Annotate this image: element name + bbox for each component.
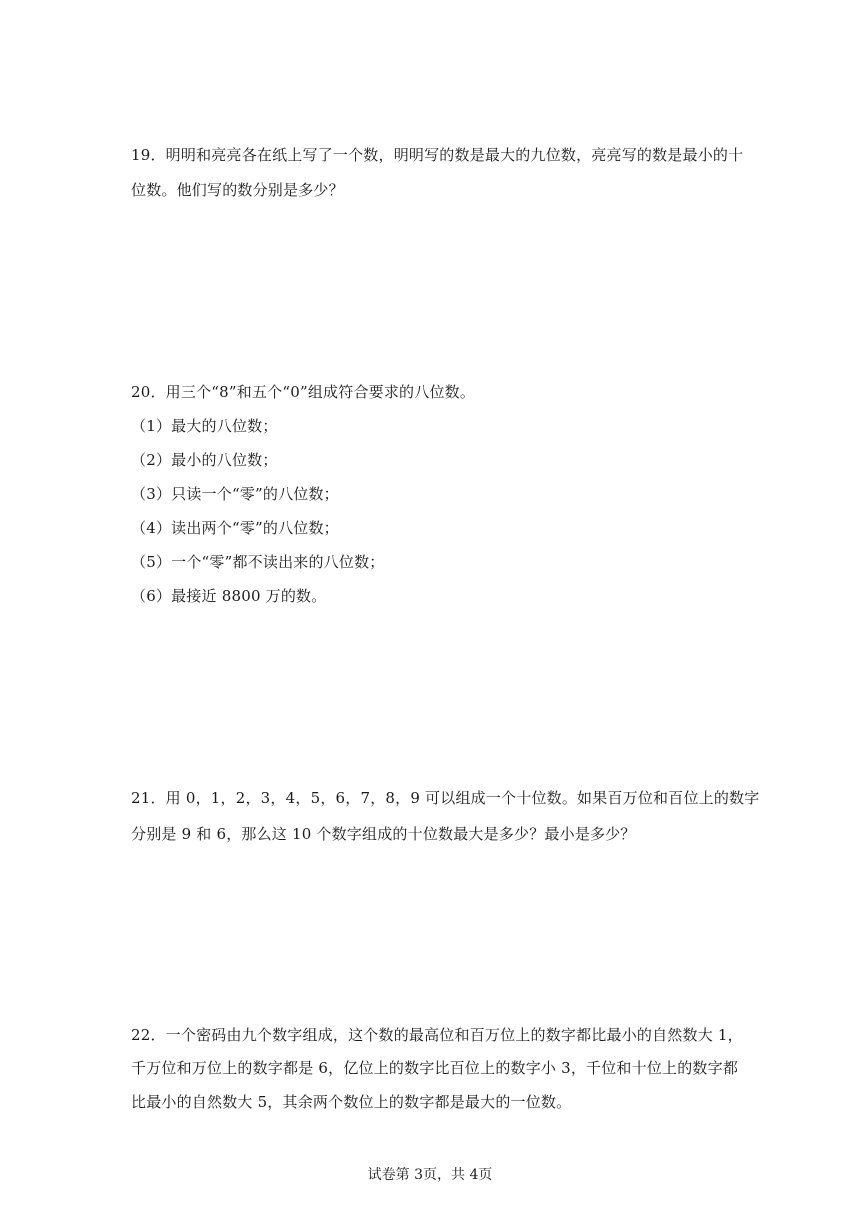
question-20-part-1: （1）最大的八位数；	[131, 417, 278, 435]
question-22-line-2: 千万位和万位上的数字都是 6，亿位上的数字比百位上的数字小 3，千位和十位上的数字都	[131, 1059, 739, 1077]
question-20-part-2: （2）最小的八位数；	[131, 451, 278, 469]
question-20-part-4: （4）读出两个“零”的八位数；	[131, 519, 339, 537]
question-22-line-1: 22．一个密码由九个数字组成，这个数的最高位和百万位上的数字都比最小的自然数大 1，	[131, 1026, 743, 1044]
question-20-part-6: （6）最接近 8800 万的数。	[131, 587, 327, 605]
page-footer: 试卷第 3页，共 4页	[367, 1167, 493, 1183]
question-21-line-2: 分别是 9 和 6，那么这 10 个数字组成的十位数最大是多少？最小是多少？	[131, 825, 636, 843]
question-20-part-3: （3）只读一个“零”的八位数；	[131, 485, 339, 503]
question-19-line-2: 位数。他们写的数分别是多少？	[131, 181, 344, 199]
question-20-stem: 20．用三个“8”和五个“0”组成符合要求的八位数。	[131, 383, 476, 401]
question-19-line-1: 19．明明和亮亮各在纸上写了一个数，明明写的数是最大的九位数，亮亮写的数是最小的十	[131, 146, 744, 164]
question-20-part-5: （5）一个“零”都不读出来的八位数；	[131, 553, 385, 571]
question-21-line-1: 21．用 0，1，2，3，4，5，6，7，8，9 可以组成一个十位数。如果百万位和百位上的数字	[131, 789, 760, 807]
question-22-line-3: 比最小的自然数大 5，其余两个数位上的数字都是最大的一位数。	[131, 1093, 572, 1111]
